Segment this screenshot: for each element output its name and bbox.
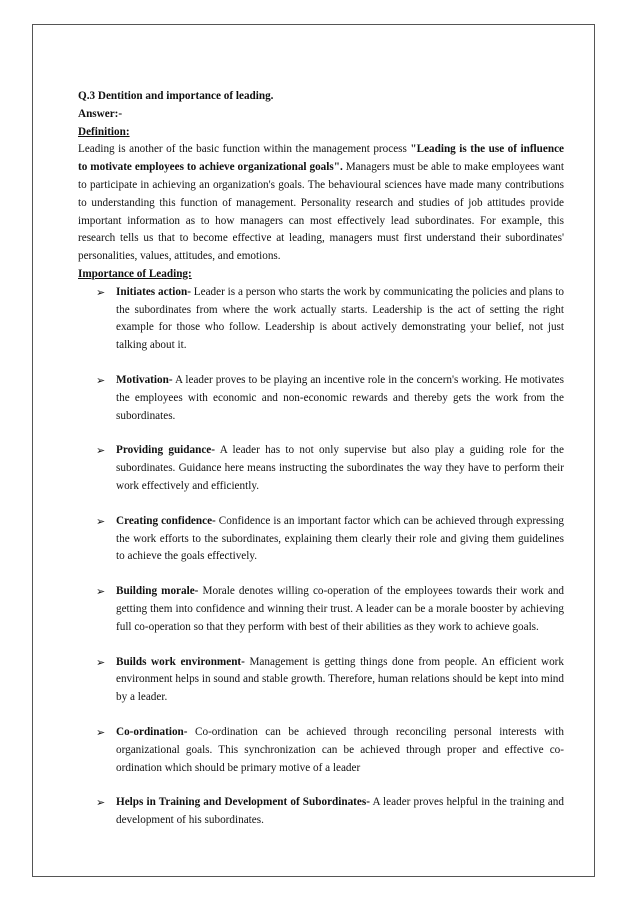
definition-body: Managers must be able to make employees want to participate in achieving an organization's goals. The behavioural sciences have made many contributions to understanding this function of management. Personality research and studies of job attitudes provide important information as to how managers can most effectively lead subordinates. For example, this research tells us that to become effective at leading, managers must first understand their subordinates' personalities, values, attitudes, and emotions. (78, 161, 564, 263)
definition-paragraph (78, 141, 564, 266)
item-title: Creating confidence- (116, 514, 216, 527)
arrow-bullet-icon: ➢ (96, 796, 106, 810)
definition-heading: Definition: (78, 125, 130, 138)
item-text: A leader has to not only supervise but also play a guiding role for the subordinates. Guidance here means instructing the subordinates the way they have to perform their work effectively and efficiently. (116, 444, 564, 492)
item-text: Morale denotes willing co-operation of the employees towards their work and getting them into confidence and winning their trust. A leader can be a morale booster by achieving full co-operation so that they perform with best of their abilities as they work to achieve goals. (116, 585, 565, 633)
arrow-bullet-icon: ➢ (96, 585, 106, 599)
item-text: Confidence is an important factor which can be achieved through expressing the work efforts to the subordinates, explaining them clearly their role and giving them guidelines to achieve the goals effectively. (116, 514, 565, 563)
arrow-bullet-icon: ➢ (96, 514, 106, 528)
importance-list (78, 284, 564, 830)
item-title: Builds work environment- (116, 655, 245, 668)
definition-quote: "Leading is the use of influence to motivate employees to achieve organizational goals". (78, 143, 565, 174)
item-title: Helps in Training and Development of Subordinates- (116, 796, 370, 809)
definition-intro: Leading is another of the basic function within the management process (78, 143, 407, 156)
item-text: Leader is a person who starts the work by communicating the policies and plans to the subordinates from where the work actually starts. Leadership is the act of setting the right example for those who follow. Leadership is about actively demonstrating your belief, not just talking about it. (116, 285, 565, 352)
document-page (32, 24, 595, 877)
list-item (78, 513, 564, 566)
item-text: Management is getting things done from people. An efficient work environment helps in sound and stable growth. Therefore, human relations should be kept into mind by a leader. (116, 655, 565, 704)
item-text: A leader proves to be playing an incentive role in the concern's working. He motivates the employees with economic and non-economic rewards and thereby gets the work from the subordinates. (116, 373, 564, 422)
arrow-bullet-icon: ➢ (96, 444, 106, 458)
answer-label: Answer:- (78, 107, 123, 120)
list-item (78, 724, 564, 777)
item-title: Providing guidance- (116, 444, 215, 457)
arrow-bullet-icon: ➢ (96, 655, 106, 669)
item-text: Co-ordination can be achieved through reconciling personal interests with organizational goals. This synchronization can be achieved through proper and effective co-ordination which should be primary motive of a leader (116, 725, 564, 774)
importance-heading: Importance of Leading: (78, 267, 192, 280)
list-item (78, 442, 564, 495)
item-title: Motivation- (116, 373, 173, 386)
arrow-bullet-icon: ➢ (96, 373, 106, 387)
list-item (78, 654, 564, 707)
item-text: A leader proves helpful in the training and development of his subordinates. (116, 796, 564, 827)
item-title: Co-ordination- (116, 725, 188, 738)
arrow-bullet-icon: ➢ (96, 725, 106, 739)
list-item (78, 284, 564, 355)
question-heading: Q.3 Dentition and importance of leading. (78, 90, 274, 102)
list-item (78, 794, 564, 830)
list-item (78, 583, 564, 636)
item-title: Initiates action- (116, 285, 191, 298)
list-item (78, 372, 564, 425)
arrow-bullet-icon: ➢ (96, 285, 106, 299)
document-content (78, 88, 564, 847)
item-title: Building morale- (116, 585, 199, 598)
